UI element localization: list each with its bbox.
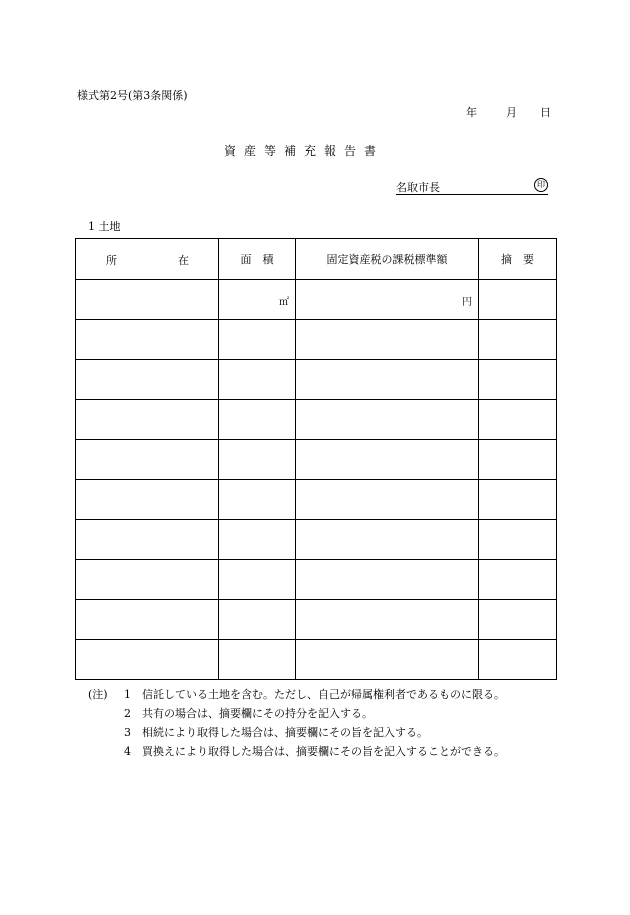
cell-remarks[interactable] [479, 520, 557, 560]
cell-area[interactable] [219, 400, 296, 440]
cell-location[interactable] [76, 440, 219, 480]
cell-area[interactable] [219, 560, 296, 600]
cell-tax-base[interactable] [296, 600, 479, 640]
cell-location[interactable] [76, 480, 219, 520]
cell-location[interactable] [76, 400, 219, 440]
table-row [76, 360, 557, 400]
cell-tax-base[interactable] [296, 400, 479, 440]
section-heading: 1 土地 [88, 220, 121, 233]
addressee-line [396, 178, 548, 195]
note-number: 4 [124, 745, 131, 758]
cell-remarks[interactable] [479, 600, 557, 640]
note-text: 信託している土地を含む。ただし、自己が帰属権利者であるものに限る。 [142, 688, 505, 701]
header-location-part2: 在 [178, 254, 189, 267]
table-row [76, 400, 557, 440]
cell-location[interactable] [76, 520, 219, 560]
cell-tax-base[interactable] [296, 480, 479, 520]
cell-area[interactable] [219, 640, 296, 680]
table-row [76, 520, 557, 560]
cell-location[interactable] [76, 600, 219, 640]
header-location [76, 239, 219, 280]
cell-area[interactable] [219, 480, 296, 520]
note-number: 2 [124, 707, 131, 720]
cell-remarks[interactable] [479, 640, 557, 680]
table-row [76, 480, 557, 520]
note-number: 1 [124, 688, 131, 701]
header-location-part1: 所 [106, 254, 117, 267]
note-text: 共有の場合は、摘要欄にその持分を記入する。 [142, 707, 373, 720]
cell-location[interactable] [76, 280, 219, 320]
cell-area[interactable] [219, 320, 296, 360]
addressee-name: 名取市長 [396, 181, 440, 194]
notes-label: (注) [88, 688, 108, 701]
cell-area[interactable] [219, 360, 296, 400]
seal-mark: 印 [534, 178, 548, 192]
header-remarks: 摘 要 [479, 239, 557, 280]
cell-remarks[interactable] [479, 360, 557, 400]
table-row [76, 440, 557, 480]
cell-tax-base[interactable] [296, 440, 479, 480]
cell-remarks[interactable] [479, 440, 557, 480]
cell-location[interactable] [76, 360, 219, 400]
tax-base-unit: 円 [462, 297, 472, 308]
table-row [76, 280, 557, 320]
cell-location[interactable] [76, 560, 219, 600]
document-title: 資産等補充報告書 [224, 144, 385, 158]
table-row [76, 560, 557, 600]
cell-remarks[interactable] [479, 320, 557, 360]
table-row [76, 640, 557, 680]
cell-tax-base[interactable] [296, 320, 479, 360]
cell-tax-base[interactable] [296, 360, 479, 400]
form-number: 様式第2号(第3条関係) [77, 89, 188, 102]
header-area: 面 積 [219, 239, 296, 280]
header-tax-base: 固定資産税の課税標準額 [296, 239, 479, 280]
cell-tax-base[interactable] [296, 560, 479, 600]
cell-location[interactable] [76, 320, 219, 360]
cell-tax-base[interactable] [296, 520, 479, 560]
table-row [76, 600, 557, 640]
cell-tax-base[interactable] [296, 280, 479, 320]
cell-area[interactable] [219, 280, 296, 320]
date-month-label: 月 [506, 106, 517, 119]
cell-remarks[interactable] [479, 280, 557, 320]
date-day-label: 日 [540, 106, 551, 119]
cell-remarks[interactable] [479, 560, 557, 600]
cell-location[interactable] [76, 640, 219, 680]
note-number: 3 [124, 726, 131, 739]
area-unit: ㎡ [279, 297, 289, 308]
date-year-label: 年 [466, 106, 477, 119]
table-row [76, 320, 557, 360]
cell-area[interactable] [219, 440, 296, 480]
land-table [75, 238, 557, 680]
cell-area[interactable] [219, 600, 296, 640]
cell-remarks[interactable] [479, 400, 557, 440]
cell-area[interactable] [219, 520, 296, 560]
table-header-row [76, 239, 557, 280]
note-text: 買換えにより取得した場合は、摘要欄にその旨を記入することができる。 [142, 745, 505, 758]
note-text: 相続により取得した場合は、摘要欄にその旨を記入する。 [142, 726, 428, 739]
cell-remarks[interactable] [479, 480, 557, 520]
cell-tax-base[interactable] [296, 640, 479, 680]
